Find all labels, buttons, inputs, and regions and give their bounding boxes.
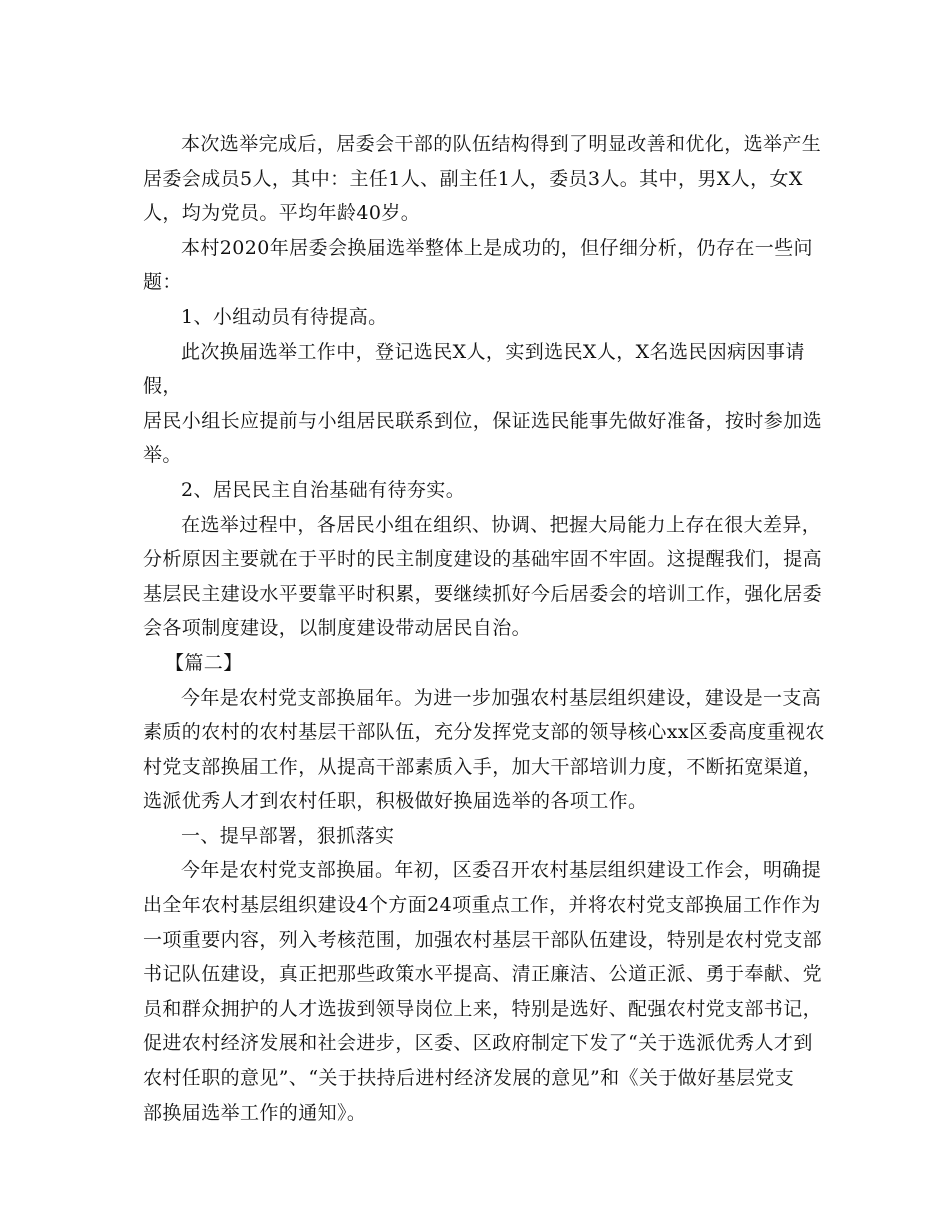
subheading-group-mobilization: 1、小组动员有待提高。 — [181, 305, 388, 328]
subheading-democratic-autonomy: 2、居民民主自治基础有待夯实。 — [181, 478, 466, 501]
paragraph-annual-work: 今年是农村党支部换届。年初，区委召开农村基层组织建设工作会，明确提 出全年农村基层组织建设4个方面24项重点工作，并将农村党支部换届工作作为 一项重要内容，列入考核范围，加强农村基层干部队伍建设，特别是农村党支部 书记队伍建设，真正把那些政策水平提高、清正廉洁、公道正派、勇于奉献、党 员和群众拥护的人才选拔到领导岗位上来，特别是选好、配强农村党支部书记， 促进农村经济发展和社会进步，区委、区政府制定下发了“关于选派优秀人才到 农村任职的意见”、“关于扶持后进村经济发展的意见”和《关于做好基层党支 部换届选举工作的通知》。 — [143, 859, 823, 1124]
document-body — [143, 127, 833, 1130]
section-heading-part-two: 【篇二】 — [165, 651, 243, 674]
paragraph-election-process: 在选举过程中，各居民小组在组织、协调、把握大局能力上存在很大差异， 分析原因主要就在于平时的民主制度建设的基础牢固不牢固。这提醒我们，提高 基层民主建设水平要靠平时积累，要继续抓好今后居委会的培训工作，强化居委 会各项制度建设，以制度建设带动居民自治。 — [143, 513, 823, 640]
paragraph-election-result: 本次选举完成后，居委会干部的队伍结构得到了明显改善和优化，选举产生 居委会成员5人，其中：主任1人、副主任1人，委员3人。其中，男X人，女X 人，均为党员。平均年龄40岁。 — [143, 133, 822, 225]
subheading-early-deployment: 一、提早部署，狠抓落实 — [181, 824, 395, 847]
paragraph-party-branch-intro: 今年是农村党支部换届年。为进一步加强农村基层组织建设，建设是一支高 素质的农村的农村基层干部队伍，充分发挥党支部的领导核心xx区委高度重视农 村党支部换届工作，从提高干部素质入手，加大干部培训力度，不断拓宽渠道， 选派优秀人才到农村任职，积极做好换届选举的各项工作。 — [143, 686, 825, 813]
paragraph-voter-registration: 此次换届选举工作中，登记选民X人，实到选民X人，X名选民因病因事请假， 居民小组长应提前与小组居民联系到位，保证选民能事先做好准备，按时参加选 举。 — [143, 340, 823, 467]
paragraph-problems-intro: 本村2020年居委会换届选举整体上是成功的，但仔细分析，仍存在一些问题： — [143, 236, 813, 294]
